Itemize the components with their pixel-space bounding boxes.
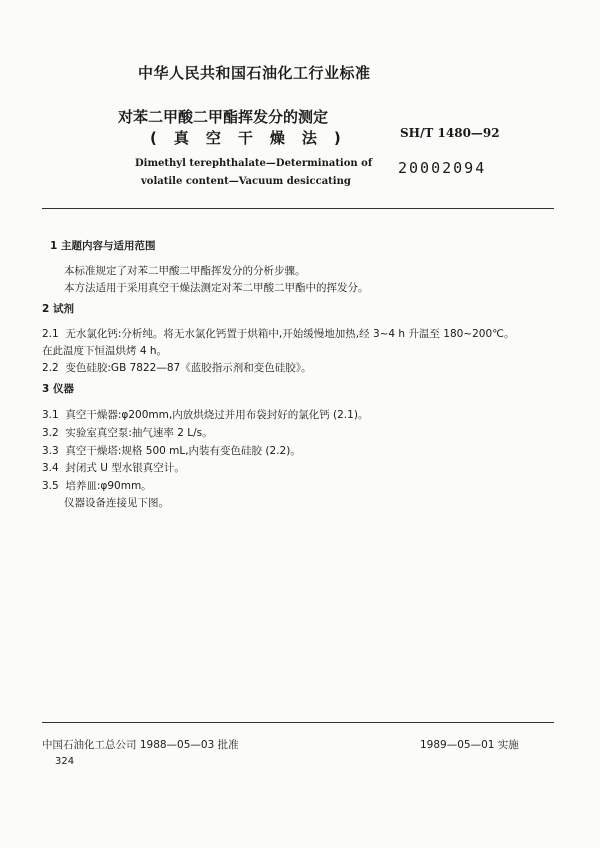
document-title-en: [135, 155, 372, 191]
section-3-item-3: [42, 443, 301, 458]
item-number: 3.3: [42, 445, 59, 457]
header-divider: [42, 208, 554, 209]
title-en-line2: volatile content—Vacuum desiccating: [141, 176, 351, 187]
item-text: 实验室真空泵:抽气速率 2 L/s。: [65, 427, 213, 439]
section-3-item-5: [42, 478, 152, 493]
item-number: 2.2: [42, 362, 59, 374]
section-2-heading: 2 试剂: [42, 303, 74, 315]
section-3-note: 仪器设备连接见下图。: [64, 497, 169, 509]
section-2-item-1-continued: 在此温度下恒温烘烤 4 h。: [42, 345, 168, 357]
item-text: 真空干燥器:φ200mm,内放烘烧过并用布袋封好的氯化钙 (2.1)。: [65, 409, 369, 421]
item-number: 2.1: [42, 328, 59, 340]
item-text: 无水氯化钙:分析纯。将无水氯化钙置于烘箱中,开始缓慢地加热,经 3~4 h 升温至 180~200℃。: [65, 328, 515, 340]
standard-code-prefix: SH/T: [400, 126, 434, 140]
standard-code-number: 1480—92: [437, 126, 500, 140]
standard-org-header: 中华人民共和国石油化工行业标准: [138, 64, 371, 82]
item-number: 3.1: [42, 409, 59, 421]
approval-date: 中国石油化工总公司 1988—05—03 批准: [42, 739, 239, 751]
section-3-item-1: [42, 407, 368, 422]
section-3-heading: 3 仪器: [42, 383, 74, 395]
section-3-item-2: [42, 425, 213, 440]
section-1-heading: 1 主题内容与适用范围: [50, 240, 156, 252]
section-1-paragraph-1: 本标准规定了对苯二甲酸二甲酯挥发分的分析步骤。: [64, 265, 306, 277]
section-3-item-4: [42, 460, 185, 475]
page-number: 324: [55, 756, 75, 767]
section-1-paragraph-2: 本方法适用于采用真空干燥法测定对苯二甲酸二甲酯中的挥发分。: [64, 282, 369, 294]
document-title-cn: 对苯二甲酸二甲酯挥发分的测定: [118, 108, 329, 126]
document-subtitle-cn: (真空干燥法): [150, 129, 358, 147]
item-text: 培养皿:φ90mm。: [65, 480, 152, 492]
title-en-line1: Dimethyl terephthalate—Determination of: [135, 158, 373, 169]
stamp-number: 20002094: [398, 159, 487, 177]
item-text: 真空干燥塔:规格 500 mL,内装有变色硅胶 (2.2)。: [65, 445, 301, 457]
standard-code: [400, 126, 500, 140]
item-text: 变色硅胶:GB 7822—87《蓝胶指示剂和变色硅胶》。: [65, 362, 312, 374]
section-2-item-2: [42, 360, 311, 375]
item-text: 封闭式 U 型水银真空计。: [65, 462, 185, 474]
effective-date: 1989—05—01 实施: [420, 739, 519, 751]
item-number: 3.5: [42, 480, 59, 492]
footer-divider: [42, 722, 554, 723]
item-number: 3.4: [42, 462, 59, 474]
section-2-item-1: [42, 326, 514, 341]
item-number: 3.2: [42, 427, 59, 439]
